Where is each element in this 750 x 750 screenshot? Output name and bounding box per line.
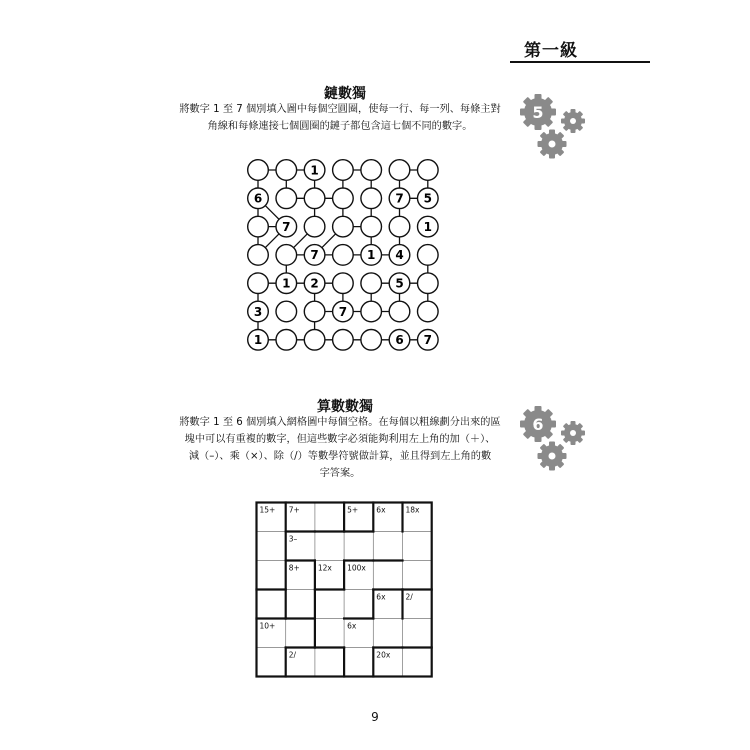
chain-sudoku-instructions — [170, 101, 510, 135]
chain-circle — [276, 330, 297, 351]
chain-circle — [304, 188, 325, 209]
difficulty-badge — [515, 88, 595, 168]
chain-cell — [304, 273, 325, 294]
chain-cell — [361, 216, 382, 237]
cage-clue: 3– — [288, 534, 298, 544]
chain-cell — [304, 160, 325, 181]
chain-cell — [276, 330, 297, 351]
chain-cell — [418, 160, 439, 181]
chain-sudoku-title: 鏈數獨 — [324, 86, 366, 102]
chain-cell — [389, 160, 410, 181]
chain-given-digit: 1 — [310, 163, 319, 178]
chain-cell — [304, 301, 325, 322]
cage-clue: 2/ — [405, 592, 413, 602]
chain-cell — [304, 188, 325, 209]
page-number: 9 — [371, 710, 379, 724]
chain-circle — [248, 273, 269, 294]
chain-circle — [361, 330, 382, 351]
chain-cell — [361, 301, 382, 322]
chain-given-digit: 3 — [253, 304, 263, 319]
chain-circle — [361, 273, 382, 294]
chain-given-digit: 1 — [253, 333, 263, 348]
cage-clue: 2/ — [288, 650, 297, 660]
chain-circle — [418, 245, 439, 266]
cage-clue: 100x — [347, 563, 366, 573]
chain-circle — [276, 245, 297, 266]
chain-cell — [276, 188, 297, 209]
chain-cell — [333, 301, 354, 322]
chain-cell — [248, 245, 269, 266]
chain-cell — [389, 245, 410, 266]
kenken-grid — [255, 501, 433, 678]
chain-given-digit: 5 — [395, 276, 404, 291]
gear-icon — [520, 94, 585, 159]
chain-cell — [333, 245, 354, 266]
level-title: 第一級 — [524, 41, 578, 61]
instruction-line: 將數字 1 至 6 個別填入網格圖中每個空格。在每個以粗線劃分出來的區 — [179, 417, 501, 428]
chain-cell — [333, 273, 354, 294]
chain-circle — [389, 160, 410, 181]
difficulty-number: 5 — [532, 103, 544, 122]
chain-circle — [333, 245, 354, 266]
chain-given-digit: 1 — [282, 276, 291, 291]
chain-circle — [248, 245, 269, 266]
chain-given-digit: 6 — [253, 191, 263, 206]
chain-circle — [389, 301, 410, 322]
chain-cell — [389, 188, 410, 209]
chain-cell — [304, 216, 325, 237]
chain-circle — [333, 330, 354, 351]
chain-cell — [418, 301, 439, 322]
instruction-line: 減（–）、乘（×）、除（/）等數學符號做計算，並且得到左上角的數 — [188, 451, 492, 462]
chain-cell — [361, 188, 382, 209]
chain-circle — [418, 301, 439, 322]
chain-circle — [304, 216, 325, 237]
chain-given-digit: 7 — [338, 304, 348, 319]
cage-clue: 6x — [376, 592, 386, 602]
cage-clue: 18x — [405, 505, 420, 515]
chain-circle — [389, 216, 410, 237]
chain-cell — [418, 273, 439, 294]
difficulty-badge — [515, 400, 595, 480]
kenken-instructions — [170, 414, 510, 482]
chain-circle — [304, 330, 325, 351]
cage-clue: 8+ — [288, 563, 300, 573]
chain-circle — [361, 188, 382, 209]
cage-clue: 20x — [376, 650, 391, 660]
chain-given-digit: 7 — [282, 219, 291, 234]
chain-cell — [361, 273, 382, 294]
cage-clue: 12x — [317, 563, 332, 573]
chain-cell — [276, 245, 297, 266]
chain-circle — [361, 216, 382, 237]
chain-circle — [418, 273, 439, 294]
chain-cell — [418, 330, 439, 351]
chain-sudoku-grid — [246, 158, 442, 354]
level-rule — [510, 61, 650, 63]
chain-given-digit: 4 — [395, 248, 404, 263]
chain-circle — [276, 160, 297, 181]
cage-clue: 6x — [376, 505, 386, 515]
chain-cell — [248, 273, 269, 294]
chain-given-digit: 6 — [395, 333, 404, 348]
chain-cell — [248, 160, 269, 181]
chain-cell — [333, 160, 354, 181]
chain-given-digit: 7 — [423, 333, 432, 348]
chain-cell — [248, 216, 269, 237]
chain-circle — [333, 160, 354, 181]
chain-circle — [248, 216, 269, 237]
instruction-line: 將數字 1 至 7 個別填入圖中每個空圓圈，使每一行、每一列、每條主對 — [179, 104, 501, 115]
chain-cell — [361, 160, 382, 181]
chain-cell — [333, 216, 354, 237]
chain-cell — [418, 216, 439, 237]
kenken-title: 算數數獨 — [317, 399, 373, 415]
chain-circle — [248, 160, 269, 181]
chain-cell — [361, 245, 382, 266]
chain-cell — [333, 188, 354, 209]
chain-circle — [333, 188, 354, 209]
cage-clue: 10+ — [259, 621, 276, 631]
chain-cell — [248, 330, 269, 351]
chain-cell — [389, 216, 410, 237]
chain-circle — [304, 301, 325, 322]
cage-clue: 5+ — [347, 505, 359, 515]
chain-given-digit: 1 — [423, 219, 432, 234]
chain-cell — [304, 245, 325, 266]
cage-clue: 6x — [347, 621, 357, 631]
chain-cell — [304, 330, 325, 351]
gear-icon — [520, 406, 585, 471]
chain-cell — [418, 188, 439, 209]
chain-circle — [276, 188, 297, 209]
chain-circle — [418, 160, 439, 181]
chain-cell — [389, 273, 410, 294]
chain-cell — [389, 301, 410, 322]
chain-cell — [248, 301, 269, 322]
chain-circle — [361, 301, 382, 322]
instruction-line: 字答案。 — [319, 468, 361, 479]
chain-given-digit: 1 — [367, 248, 376, 263]
instruction-line: 塊中可以有重複的數字，但這些數字必須能夠利用左上角的加（＋）、 — [184, 434, 496, 445]
chain-cell — [276, 301, 297, 322]
instruction-line: 角線和每條連接七個圓圈的鏈子都包含這七個不同的數字。 — [207, 121, 473, 132]
chain-cell — [333, 330, 354, 351]
chain-cell — [276, 160, 297, 181]
chain-given-digit: 7 — [395, 191, 404, 206]
cage-clue: 7+ — [288, 505, 300, 515]
difficulty-number: 6 — [532, 415, 544, 434]
chain-cell — [276, 273, 297, 294]
chain-cell — [418, 245, 439, 266]
chain-given-digit: 2 — [310, 276, 319, 291]
chain-circle — [333, 273, 354, 294]
chain-cell — [389, 330, 410, 351]
chain-circle — [276, 301, 297, 322]
chain-cell — [276, 216, 297, 237]
chain-cell — [361, 330, 382, 351]
chain-given-digit: 5 — [423, 191, 432, 206]
chain-circle — [333, 216, 354, 237]
chain-given-digit: 7 — [310, 248, 319, 263]
chain-cell — [248, 188, 269, 209]
chain-circle — [361, 160, 382, 181]
cage-clue: 15+ — [259, 505, 276, 515]
